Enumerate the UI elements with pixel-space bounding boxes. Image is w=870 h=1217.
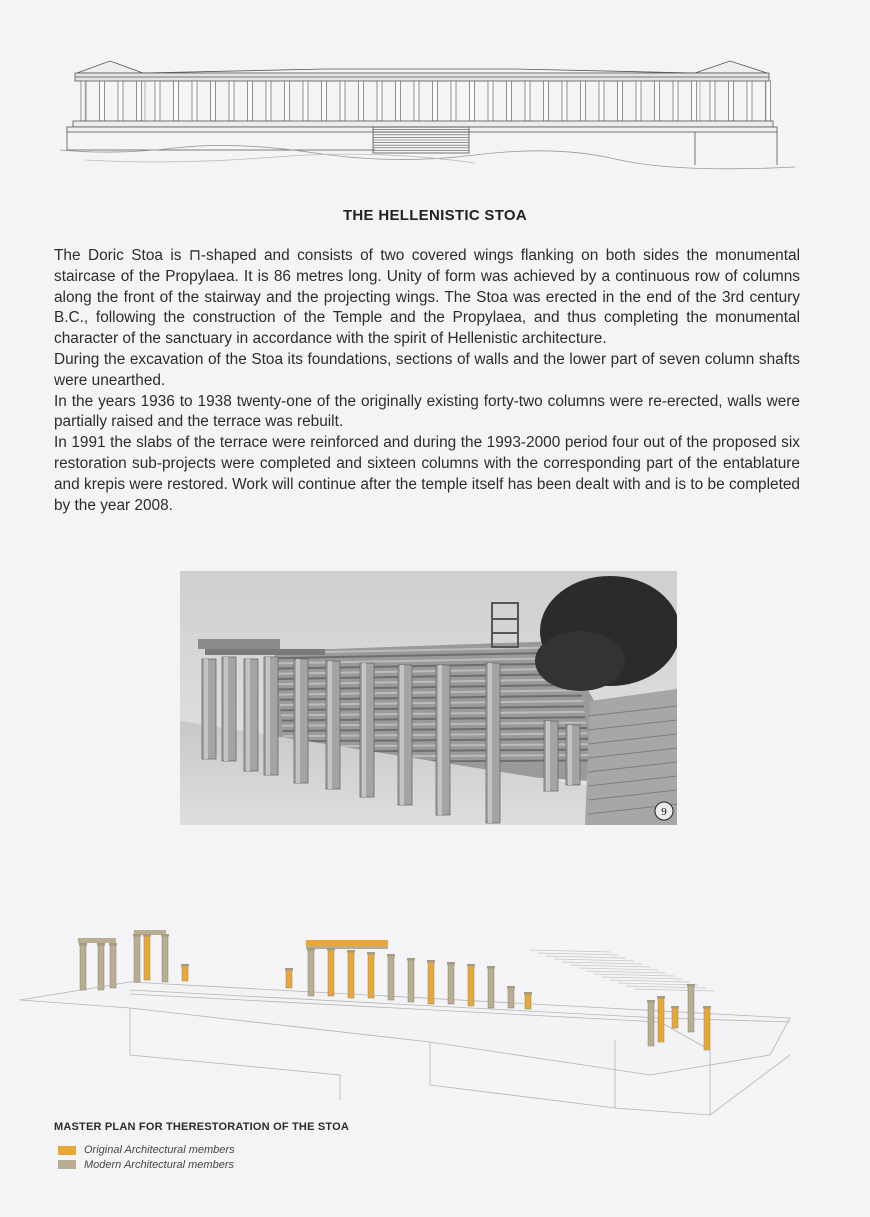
legend-label: Original Architectural members [84,1144,235,1157]
page-title: THE HELLENISTIC STOA [342,207,528,224]
plan-legend [58,1143,235,1172]
legend-item-modern [58,1158,235,1173]
body-text [54,246,800,516]
paragraph: During the excavation of the Stoa its foundations, sections of walls and the lower part of seven column shafts were unearthed. [54,350,800,389]
restoration-master-plan-drawing [10,890,810,1120]
legend-swatch-modern [58,1160,76,1169]
stoa-photograph [180,571,677,825]
legend-label: Modern Architectural members [84,1158,234,1171]
legend-swatch-original [58,1146,76,1155]
plan-title: MASTER PLAN FOR THERESTORATION OF THE STOA [54,1121,350,1133]
photo-number: 9 [661,806,667,818]
stoa-elevation-drawing [55,55,800,180]
paragraph: In the years 1936 to 1938 twenty-one of the originally existing forty-two columns were re-erected, walls were partially raised and the terrace was rebuilt. [54,392,800,431]
paragraph: In 1991 the slabs of the terrace were reinforced and during the 1993-2000 period four out of the proposed six restoration sub-projects were completed and sixteen columns with the corresponding part of the entablature and krepis were restored. Work will continue after the temple itself has been dealt with and is to be completed by the year 2008. [54,434,800,514]
paragraph: The Doric Stoa is ⊓-shaped and consists of two covered wings flanking on both sides the monumental staircase of the Propylaea. It is 86 metres long. Unity of form was achieved by a continuous row of columns along the front of the stairway and the projecting wings. The Stoa was erected in the end of the 3rd century B.C., following the construction of the Temple and the Propylaea, and thus completing the monumental character of the sanctuary in accordance with the spirit of Hellenistic architecture. [54,247,800,348]
legend-item-original [58,1143,235,1158]
